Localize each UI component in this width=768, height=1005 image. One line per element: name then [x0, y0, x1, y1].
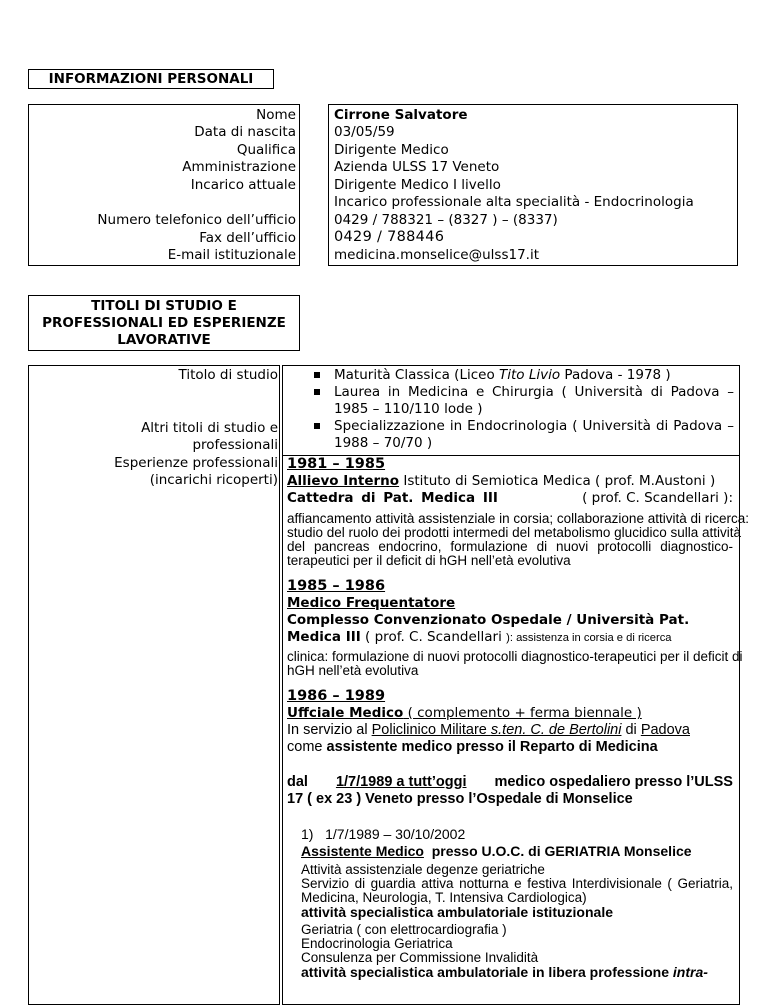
exp1-desc-4: terapeutici per il deficit di hGH nell’età evolutiva	[287, 553, 571, 568]
titoli-bullet-list	[334, 367, 734, 452]
value-data-nascita: 03/05/59	[334, 124, 395, 140]
bullet-laurea-line-1: Laurea in Medicina e Chirurgia ( Università di Padova –	[334, 384, 734, 400]
bullet-spec-line-2: 1988 – 70/70 )	[334, 435, 433, 451]
exp1-title-rest: Istituto di Semiotica Medica ( prof. M.Austoni )	[399, 473, 716, 489]
value-incarico-1: Dirigente Medico I livello	[334, 177, 501, 193]
label-nome: Nome	[256, 107, 296, 123]
titoli-header-line-2: PROFESSIONALI ED ESPERIENZE	[42, 315, 286, 331]
sub1-desc-5: Endocrinologia Geriatrica	[301, 936, 453, 951]
sub1-sub-2-text: attività specialistica ambulatoriale in libera professione	[301, 964, 673, 980]
label-esperienze-2: (incarichi ricoperti)	[149, 472, 278, 488]
exp3-years: 1986 – 1989	[287, 688, 386, 704]
exp3-title-line	[287, 705, 642, 722]
value-fax: 0429 / 788446	[334, 229, 445, 245]
label-incarico: Incarico attuale	[190, 177, 296, 193]
exp1-cattedra: Cattedra di Pat. Medica III	[287, 490, 498, 506]
sub1-title-line	[301, 843, 692, 860]
exp4-line-1	[287, 774, 733, 791]
exp4-medico: medico ospedaliero presso l’ULSS	[494, 774, 733, 790]
label-amministrazione: Amministrazione	[182, 159, 296, 175]
label-fax: Fax dell’ufficio	[199, 230, 296, 246]
label-telefono: Numero telefonico dell’ufficio	[97, 212, 296, 228]
titoli-header-line-1: TITOLI DI STUDIO E	[91, 298, 237, 314]
bullet-square-icon	[314, 372, 320, 378]
value-incarico-2: Incarico professionale alta specialità - Endocrinologia	[334, 194, 694, 210]
value-qualifica: Dirigente Medico	[334, 142, 449, 158]
exp2-assistenza: ): assistenza in corsia e di ricerca	[506, 632, 672, 644]
bullet-specializzazione	[334, 418, 734, 452]
label-esperienze-1: Esperienze professionali	[114, 455, 278, 471]
bullet-square-icon	[314, 389, 320, 395]
exp2-line-4	[287, 629, 672, 646]
personal-header-text: INFORMAZIONI PERSONALI	[48, 71, 254, 87]
exp3-come: come	[287, 739, 327, 755]
sub1-sub-2	[301, 964, 708, 981]
exp3-bertolini: s.ten. C. de Bertolini	[490, 722, 622, 738]
exp1-title-line	[287, 473, 715, 490]
exp1-title: Allievo Interno	[287, 473, 400, 489]
exp3-title: Uffciale Medico	[287, 705, 404, 721]
label-qualifica: Qualifica	[236, 142, 296, 158]
exp2-years: 1985 – 1986	[287, 578, 386, 594]
exp3-line-3	[287, 722, 690, 739]
section-header-personal	[28, 69, 274, 89]
exp1-desc-3: del pancreas endocrino, formulazione di nuovi protocolli diagnostico-	[287, 539, 733, 554]
exp2-line-3-text: Complesso Convenzionato Ospedale / Università Pat.	[287, 612, 690, 628]
label-titolo-studio: Titolo di studio	[178, 367, 278, 383]
section-header-titoli	[28, 295, 300, 351]
exp2-desc-1: clinica: formulazione di nuovi protocolli diagnostico-terapeutici per il deficit di	[287, 649, 743, 664]
sub1-desc-1: Attività assistenziale degenze geriatriche	[301, 862, 545, 877]
bullet-laurea	[334, 384, 734, 418]
exp2-medica: Medica III	[287, 629, 361, 645]
exp1-line-2	[287, 490, 733, 507]
label-altri-titoli-2: professionali	[192, 437, 278, 453]
exp3-policlinico: Policlinico Militare	[371, 722, 491, 738]
exp2-desc-2: hGH nell’età evolutiva	[287, 663, 419, 678]
sub1-sub-1: attività specialistica ambulatoriale istituzionale	[301, 904, 613, 920]
exp1-prof: ( prof. C. Scandellari ):	[582, 490, 733, 506]
exp1-desc-1: affiancamento attività assistenziale in corsia; collaborazione attività di ricerca:	[287, 511, 749, 526]
exp3-padova: Padova	[640, 722, 690, 738]
bullet-maturita-tail: Padova - 1978 )	[560, 367, 671, 383]
exp3-line-4	[287, 739, 658, 756]
label-altri-titoli-1: Altri titoli di studio e	[141, 420, 278, 436]
exp1-desc-2: studio del ruolo dei prodotti intermedi del metabolismo glucidico sulla attività	[287, 525, 741, 540]
exp1-years: 1981 – 1985	[287, 456, 386, 472]
exp3-assistente: assistente medico presso il Reparto di Medicina	[326, 739, 658, 755]
sub1-title: Assistente Medico	[301, 843, 424, 859]
exp4-line-2: 17 ( ex 23 ) Veneto presso l’Ospedale di Monselice	[287, 791, 633, 807]
sub1-title-rest: presso U.O.C. di GERIATRIA Monselice	[423, 843, 692, 859]
sub1-desc-6: Consulenza per Commissione Invalidità	[301, 950, 539, 965]
exp4-date: 1/7/1989 a tutt’oggi	[335, 774, 467, 790]
bullet-maturita	[334, 367, 734, 384]
exp2-title: Medico Frequentatore	[287, 595, 456, 611]
label-email: E-mail istituzionale	[167, 247, 296, 263]
sub1-desc-3: Medicina, Neurologia, T. Intensiva Cardiologica)	[301, 890, 587, 905]
sub1-desc-4: Geriatria ( con elettrocardiografia )	[301, 922, 507, 937]
value-telefono: 0429 / 788321 – (8327 ) – (8337)	[334, 212, 558, 228]
titoli-header-line-3: LAVORATIVE	[117, 332, 211, 348]
bullet-maturita-italic: Tito Livio	[499, 367, 561, 383]
value-nome: Cirrone Salvatore	[334, 107, 468, 123]
bullet-laurea-line-2: 1985 – 110/110 lode )	[334, 401, 483, 417]
bullet-square-icon	[314, 423, 320, 429]
exp2-prof: ( prof. C. Scandellari	[360, 629, 507, 645]
value-amministrazione: Azienda ULSS 17 Veneto	[334, 159, 500, 175]
sub1-desc-2: Servizio di guardia attiva notturna e festiva Interdivisionale ( Geriatria,	[301, 876, 733, 891]
value-email: medicina.monselice@ulss17.it	[334, 247, 539, 263]
sub1-head: 1) 1/7/1989 – 30/10/2002	[301, 826, 466, 842]
bullet-maturita-text: Maturità Classica (Liceo	[334, 367, 499, 383]
bullet-spec-line-1: Specializzazione in Endocrinologia ( Università di Padova –	[334, 418, 734, 434]
exp3-in-servizio: In servizio al	[287, 722, 372, 738]
label-data-nascita: Data di nascita	[194, 124, 296, 140]
exp3-di: di	[621, 722, 641, 738]
exp3-title-rest: ( complemento + ferma biennale )	[403, 705, 642, 721]
exp2-line-3	[287, 612, 733, 629]
sub1-sub-2-italic: intra-	[672, 964, 708, 980]
exp4-dal: dal	[287, 774, 308, 790]
